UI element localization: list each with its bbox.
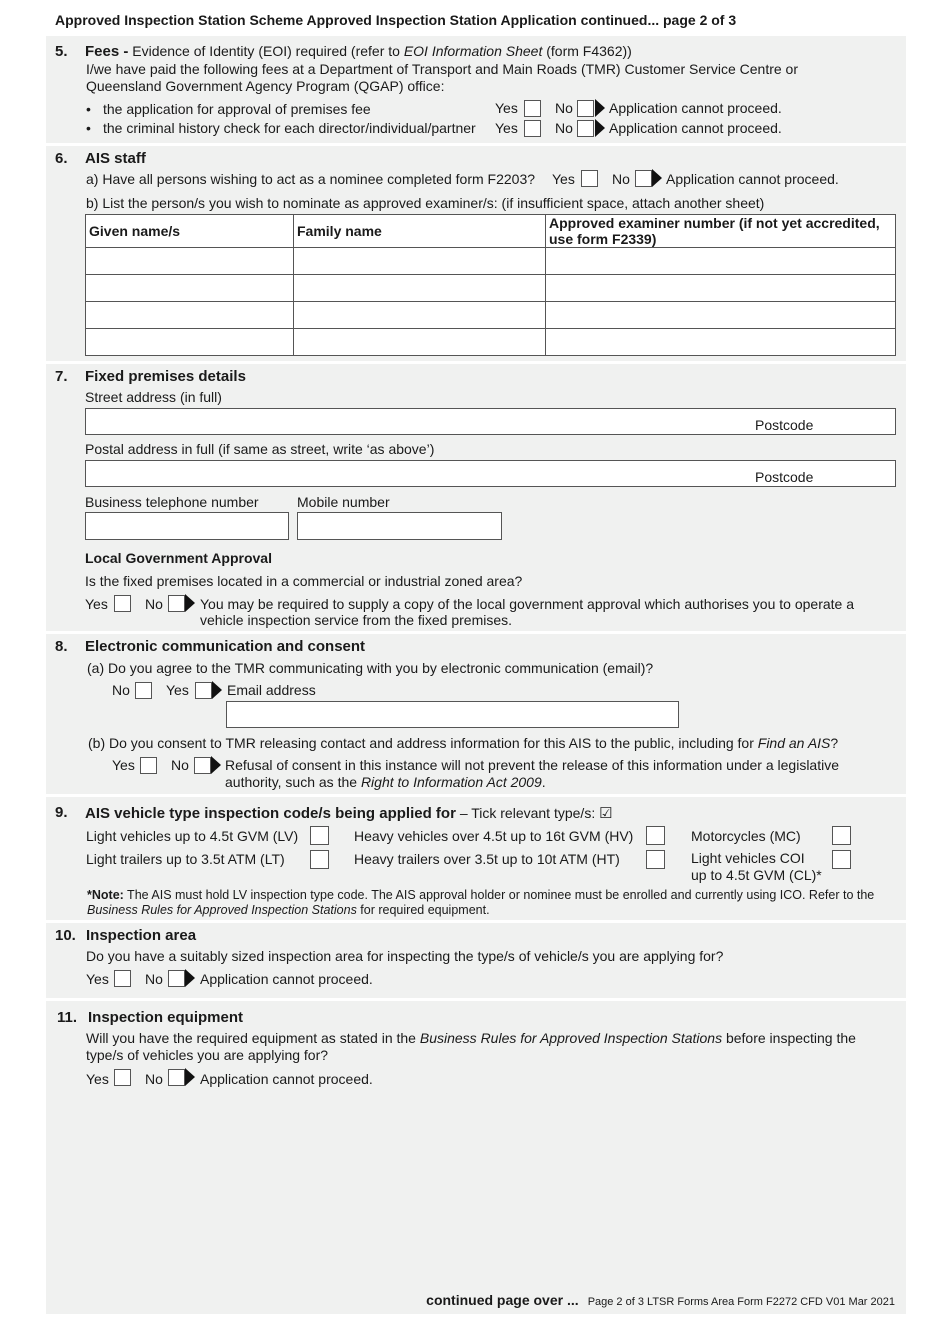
email-address-label: Email address bbox=[227, 682, 316, 698]
email-address-field[interactable] bbox=[226, 701, 679, 728]
ht-checkbox[interactable] bbox=[646, 850, 665, 869]
lv-checkbox[interactable] bbox=[310, 826, 329, 845]
lv-label: Light vehicles up to 4.5t GVM (LV) bbox=[86, 828, 299, 844]
table-row bbox=[86, 248, 896, 275]
yes-label: Yes bbox=[495, 120, 518, 136]
email-consent-question: (a) Do you agree to the TMR communicating with you by electronic communication (email)? bbox=[87, 660, 654, 676]
ticked-box-icon: ☑ bbox=[599, 805, 613, 822]
lt-checkbox[interactable] bbox=[310, 850, 329, 869]
ht-label: Heavy trailers over 3.5t up to 10t ATM (HT) bbox=[354, 851, 620, 867]
section-title-inspection-equipment: Inspection equipment bbox=[88, 1009, 244, 1026]
section-number: 8. bbox=[55, 638, 68, 655]
hv-label: Heavy vehicles over 4.5t up to 16t GVM (HV) bbox=[354, 828, 634, 844]
inspection-area-no-checkbox[interactable] bbox=[168, 970, 185, 987]
family-name-cell[interactable] bbox=[294, 302, 546, 329]
email-consent-yes-checkbox[interactable] bbox=[195, 682, 212, 699]
no-label: No bbox=[112, 682, 130, 698]
postcode-label: Postcode bbox=[755, 469, 814, 485]
continued-text: continued page over ... bbox=[426, 1292, 579, 1308]
section-number: 7. bbox=[55, 368, 68, 385]
section-title-electronic-communication: Electronic communication and consent bbox=[85, 638, 366, 655]
column-header-family-name: Family name bbox=[294, 215, 546, 248]
vehicle-type-note: Business Rules for Approved Inspection Stations for required equipment. bbox=[87, 903, 490, 917]
form-meta: Page 2 of 3 LTSR Forms Area Form F2272 CFD V01 Mar 2021 bbox=[587, 1296, 895, 1308]
section-divider bbox=[46, 998, 906, 1001]
section-number: 11. bbox=[57, 1009, 78, 1026]
family-name-cell[interactable] bbox=[294, 329, 546, 356]
examiner-number-cell[interactable] bbox=[546, 329, 896, 356]
yes-label: Yes bbox=[85, 596, 108, 612]
no-label: No bbox=[145, 1071, 163, 1087]
yes-label: Yes bbox=[112, 757, 135, 773]
arrow-right-icon bbox=[185, 969, 195, 987]
fee-premises-yes-checkbox[interactable] bbox=[524, 100, 541, 117]
examiner-number-cell[interactable] bbox=[546, 248, 896, 275]
examiner-number-cell[interactable] bbox=[546, 275, 896, 302]
arrow-right-icon bbox=[595, 119, 605, 137]
nominee-yes-checkbox[interactable] bbox=[581, 170, 598, 187]
arrow-right-icon bbox=[212, 681, 222, 699]
column-header-examiner-number: Approved examiner number (if not yet accredited, use form F2339) bbox=[546, 215, 896, 248]
mobile-label: Mobile number bbox=[297, 494, 390, 510]
lt-label: Light trailers up to 3.5t ATM (LT) bbox=[86, 851, 285, 867]
no-label: No bbox=[171, 757, 189, 773]
equipment-question: Will you have the required equipment as stated in the Business Rules for Approved Inspection Stations before inspecting the bbox=[86, 1030, 856, 1046]
section-number: 5. bbox=[55, 43, 68, 60]
section-divider bbox=[46, 631, 906, 634]
equipment-yes-checkbox[interactable] bbox=[114, 1069, 131, 1086]
nominee-no-checkbox[interactable] bbox=[635, 170, 652, 187]
cannot-proceed-text: Application cannot proceed. bbox=[609, 100, 782, 116]
yes-label: Yes bbox=[86, 1071, 109, 1087]
section-divider bbox=[46, 920, 906, 923]
section-number: 9. bbox=[55, 804, 68, 821]
zoned-area-no-checkbox[interactable] bbox=[168, 595, 185, 612]
yes-label: Yes bbox=[86, 971, 109, 987]
table-row bbox=[86, 275, 896, 302]
fee-premises-no-checkbox[interactable] bbox=[577, 100, 594, 117]
mobile-field[interactable] bbox=[297, 512, 502, 540]
no-label: No bbox=[145, 596, 163, 612]
refusal-note: Refusal of consent in this instance will not prevent the release of this information under a legislative bbox=[225, 757, 840, 773]
equipment-question: type/s of vehicles you are applying for? bbox=[86, 1047, 329, 1063]
section-divider bbox=[46, 794, 906, 797]
mc-label: Motorcycles (MC) bbox=[691, 828, 801, 844]
section-title-fixed-premises: Fixed premises details bbox=[85, 368, 246, 385]
section-title-ais-staff: AIS staff bbox=[85, 150, 146, 167]
given-name-cell[interactable] bbox=[86, 248, 294, 275]
arrow-right-icon bbox=[185, 594, 195, 612]
yes-label: Yes bbox=[495, 100, 518, 116]
examiner-table bbox=[85, 214, 896, 356]
business-phone-field[interactable] bbox=[85, 512, 289, 540]
table-row bbox=[86, 302, 896, 329]
cannot-proceed-text: Application cannot proceed. bbox=[200, 971, 373, 987]
no-label: No bbox=[555, 120, 573, 136]
given-name-cell[interactable] bbox=[86, 329, 294, 356]
yes-label: Yes bbox=[552, 171, 575, 187]
street-address-label: Street address (in full) bbox=[85, 389, 222, 405]
given-name-cell[interactable] bbox=[86, 275, 294, 302]
page-footer bbox=[426, 1292, 895, 1308]
arrow-right-icon bbox=[595, 99, 605, 117]
cannot-proceed-text: Application cannot proceed. bbox=[666, 171, 839, 187]
cannot-proceed-text: Application cannot proceed. bbox=[200, 1071, 373, 1087]
fees-text: Queensland Government Agency Program (QGAP) office: bbox=[86, 78, 445, 94]
arrow-right-icon bbox=[211, 756, 221, 774]
inspection-area-yes-checkbox[interactable] bbox=[114, 970, 131, 987]
business-phone-label: Business telephone number bbox=[85, 494, 259, 510]
section-number: 6. bbox=[55, 150, 68, 167]
lga-note: You may be required to supply a copy of the local government approval which authorises you to operate a bbox=[200, 596, 854, 612]
section-divider bbox=[46, 143, 906, 146]
vehicle-type-note: *Note: The AIS must hold LV inspection type code. The AIS approval holder or nominee must be enrolled and currently using ICO. Refer to the bbox=[87, 888, 875, 902]
yes-label: Yes bbox=[166, 682, 189, 698]
vehicle-type-heading: AIS vehicle type inspection code/s being applied for – Tick relevant type/s: ☑ bbox=[85, 805, 613, 822]
zoned-area-question: Is the fixed premises located in a commercial or industrial zoned area? bbox=[85, 573, 523, 589]
cl-label: up to 4.5t GVM (CL)* bbox=[691, 867, 822, 883]
bullet-icon: • bbox=[86, 101, 91, 117]
arrow-right-icon bbox=[185, 1068, 195, 1086]
mc-checkbox[interactable] bbox=[832, 826, 851, 845]
no-label: No bbox=[555, 100, 573, 116]
release-consent-yes-checkbox[interactable] bbox=[140, 757, 157, 774]
inspection-area-question: Do you have a suitably sized inspection area for inspecting the type/s of vehicle/s you are applying for? bbox=[86, 948, 724, 964]
section-title-fees: Fees - bbox=[85, 43, 129, 60]
nominee-question: a) Have all persons wishing to act as a nominee completed form F2203? bbox=[86, 171, 536, 187]
given-name-cell[interactable] bbox=[86, 302, 294, 329]
cl-checkbox[interactable] bbox=[832, 850, 851, 869]
public-release-question: (b) Do you consent to TMR releasing contact and address information for this AIS to the public, including for Find an AIS? bbox=[88, 735, 839, 751]
section-title-inspection-area: Inspection area bbox=[86, 927, 197, 944]
no-label: No bbox=[145, 971, 163, 987]
family-name-cell[interactable] bbox=[294, 275, 546, 302]
zoned-area-yes-checkbox[interactable] bbox=[114, 595, 131, 612]
fee-criminal-no-checkbox[interactable] bbox=[577, 120, 594, 137]
column-header-given-name: Given name/s bbox=[86, 215, 294, 248]
cannot-proceed-text: Application cannot proceed. bbox=[609, 120, 782, 136]
section-title-vehicle-types: AIS vehicle type inspection code/s being applied for bbox=[85, 805, 456, 822]
fees-line: Fees - Evidence of Identity (EOI) required (refer to EOI Information Sheet (form F4362)) bbox=[85, 43, 632, 60]
release-consent-no-checkbox[interactable] bbox=[194, 757, 211, 774]
email-consent-no-checkbox[interactable] bbox=[135, 682, 152, 699]
table-row bbox=[86, 329, 896, 356]
bullet-icon: • bbox=[86, 120, 91, 136]
fees-text: I/we have paid the following fees at a Department of Transport and Main Roads (TMR) Customer Service Centre or bbox=[86, 61, 798, 77]
section-number: 10. bbox=[55, 927, 76, 944]
cl-label: Light vehicles COI bbox=[691, 850, 805, 866]
equipment-no-checkbox[interactable] bbox=[168, 1069, 185, 1086]
fee-item-criminal-check: the criminal history check for each director/individual/partner bbox=[103, 120, 476, 136]
postal-address-label: Postal address in full (if same as street, write ‘as above’) bbox=[85, 441, 435, 457]
postcode-label: Postcode bbox=[755, 417, 814, 433]
page-header: Approved Inspection Station Scheme Approved Inspection Station Application continued... page 2 of 3 bbox=[55, 12, 737, 28]
local-government-approval-heading: Local Government Approval bbox=[85, 550, 272, 566]
fee-criminal-yes-checkbox[interactable] bbox=[524, 120, 541, 137]
lga-note: vehicle inspection service from the fixed premises. bbox=[200, 612, 513, 628]
eoi-sheet-reference: EOI Information Sheet bbox=[403, 43, 543, 59]
table-header-row bbox=[86, 215, 896, 248]
refusal-note: authority, such as the Right to Information Act 2009. bbox=[225, 774, 546, 790]
section-divider bbox=[46, 361, 906, 364]
family-name-cell[interactable] bbox=[294, 248, 546, 275]
examiner-number-cell[interactable] bbox=[546, 302, 896, 329]
no-label: No bbox=[612, 171, 630, 187]
fee-item-premises: the application for approval of premises fee bbox=[103, 101, 371, 117]
hv-checkbox[interactable] bbox=[646, 826, 665, 845]
arrow-right-icon bbox=[652, 169, 662, 187]
examiner-list-instruction: b) List the person/s you wish to nominate as approved examiner/s: (if insufficient space, attach another sheet) bbox=[86, 195, 765, 211]
